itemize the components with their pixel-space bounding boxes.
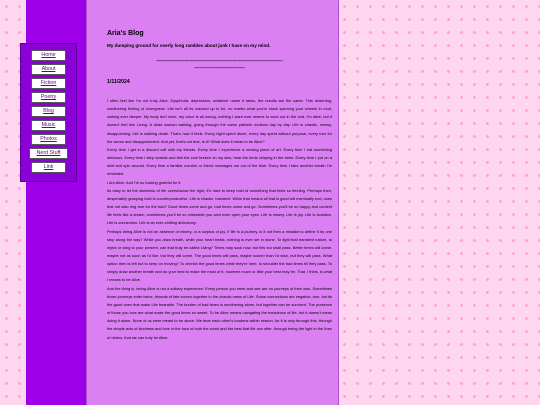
divider bbox=[107, 57, 332, 71]
divider-line: ----------------------------------------------------------------------------------------------- bbox=[156, 58, 283, 63]
nav-home-link[interactable]: Home bbox=[31, 50, 66, 61]
blog-title: Aria's Blog bbox=[107, 30, 144, 37]
nav-menu bbox=[20, 43, 77, 182]
post-paragraph: Its easy to let the darkness of life overshadow the light, it's hard to keep hold of something that feels so fleeting. Perhaps then, desperately grasping hold is counterproductive. Life is chaotic, transient. While that means all that is good will eventually end, does that not also ring true for the bad? Good times come and go, bad times come and go. Sometimes you'll be so happy and content life feels like a dream, sometimes you'll be so miserable you cant even open your eyes. Life is misery. Life is joy. Life is isolation. Life is connection. Life is an ever-shifting dichotomy. bbox=[107, 187, 332, 226]
nav-music-link[interactable]: Music bbox=[31, 120, 66, 131]
nav-link-link[interactable]: Link bbox=[31, 162, 66, 173]
post-paragraph: I often feel like I'm not truly Alive. Dysphoria, depression, whatever name it takes, the results are the same. This sickening, smothering feeling of wrongness. Life isn't all its cracked up to be, no matter what you're stuck spinning your wheels in mud, sinking ever deeper. My body isn't mine, my voice is all wrong, nothing I want ever seems to work out in the end. I'm alive, but it doesn't feel like Living. A dead woman walking, going through the same pathetic motions day by day. Life is chaotic, messy, disappointing. Life is walking death. That's how it feels. Every night spent alone, every day spent without purpose, every turn for the worse and disappointment. And yet, that's not true, is it? What does it mean to be Alive? bbox=[107, 98, 332, 144]
post-paragraph: I Am Alive. And I'm so fucking grateful for it. bbox=[107, 179, 182, 185]
nav-poetry-link[interactable]: Poetry bbox=[31, 92, 66, 103]
post-body bbox=[107, 97, 332, 342]
post-date: 1/11/2024 bbox=[107, 79, 130, 85]
main-content bbox=[86, 0, 339, 405]
post-paragraph: And the thing is, being Alive is not a solitary experience. Every person you meet and see are on journeys of their own. Sometimes those journeys enter twine, threads of fate woven together in the chaotic mess of Life. Some connections are negative, true, but its the good ones that make Life bearable. The burden of bad times is smothering alone, but together can be survived. The presence of those you love are what make the good times so sweet. To be Alive means navigating the transience of life, but it doesn't mean doing it alone. None of us were meant to be alone. We bear each other's burdens within reason, for it is only through this, through the simple acts of kindness and love in the face of both the worst and the best that life can offer, through being the light in the lives of others, that we can truly be Alive. bbox=[107, 285, 332, 340]
divider-line: -------------------------------------- bbox=[194, 65, 245, 70]
blog-tagline: My dumping ground for overly long rambles about junk I have on my mind. bbox=[107, 43, 271, 48]
post-paragraph: Perhaps being Alive is not an absence of misery, or a surplus of joy. If life is a journey, is it not then a mistake to define it by one stop along the way? While you draw breath, while your heart beats, nothing is ever set in stone. To fight that transient nature, to reject or cling to your present, can that truly be called Living? Times may suck now, but this too shall pass. Better times will come, maybe not as soon as I'd like, but they will come. The good times will pass, maybe sooner than I'd wish, but they will pass. What option then is left but to keep on moving? To cherish the good times while they're here, to shoulder the bad times till they pass. To simply draw another breath and do your best to make the most of it, however much or little your best may be. That, I think, is what I means to be Alive. bbox=[107, 228, 332, 283]
nav-fiction-link[interactable]: Fiction bbox=[31, 78, 66, 89]
nav-blog-link[interactable]: Blog bbox=[31, 106, 66, 117]
nav-about-link[interactable]: About bbox=[31, 64, 66, 75]
nav-photos-link[interactable]: Photos bbox=[31, 134, 66, 145]
nav-nerd-stuff-link[interactable]: Nerd Stuff bbox=[29, 148, 68, 159]
post-paragraph: Every time I get in a discord call with my friends. Every time I experience a moving piece of art. Every time I eat something delicious. Every time I step outside and feel the cool breeze on my skin, hear the birds chirping in the trees. Every time I put on a skirt and spin around. Every time a familiar number or friend messages me out of the blue. Every time I take another breath I'm reminded. bbox=[107, 146, 332, 177]
